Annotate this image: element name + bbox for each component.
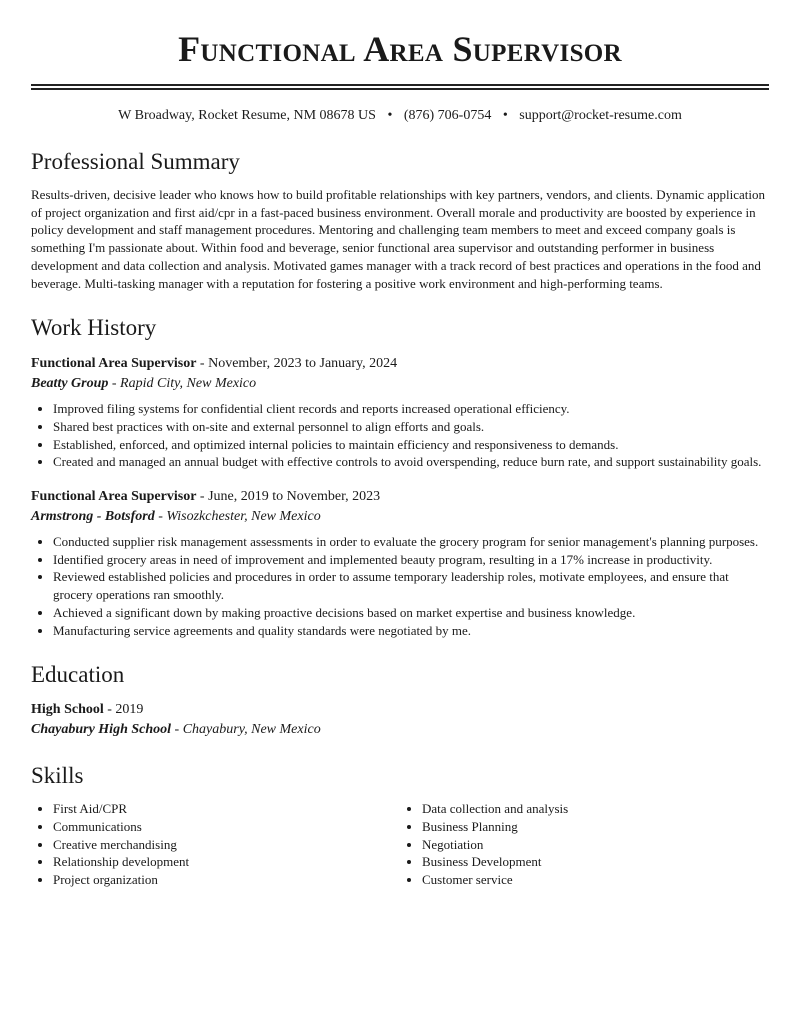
school-name: Chayabury High School: [31, 722, 172, 738]
education-heading: Education: [31, 662, 125, 688]
skill-item: • Customer service: [422, 871, 769, 889]
summary-text: Results-driven, decisive leader who knows how to build profitable relationships with key partners, vendors, and clients. Dynamic application of project organization and first aid/cpr in a fast-paced business environment. Overall morale and productivity are boosted by experience in policy development and staff management procedures. Mentoring and challenging team members to meet and exceed company goals is something I'm passionate about. Within food and beverage, senior functional area supervisor and outstanding performer in business development and data collection and analysis. Motivated games manager with a track record of best practices and operations in the food and beverage. Multi-tasking manager with a reputation for fostering a positive work environment and high-performing teams.: [31, 187, 765, 291]
job-bullet: • Reviewed established policies and procedures in order to assume temporary leadership roles, motivate employees, and ensure that grocery operations ran smoothly.: [53, 568, 769, 603]
skill-item: • Business Development: [422, 853, 769, 871]
job-bullet: • Manufacturing service agreements and quality standards were negotiated by me.: [53, 622, 769, 640]
contact-phone: (876) 706-0754: [403, 108, 492, 123]
contact-email[interactable]: support@rocket-resume.com: [519, 108, 682, 123]
contact-separator: •: [502, 108, 508, 123]
skill-item: • Relationship development: [53, 853, 400, 871]
contact-line: [31, 106, 769, 126]
job-title-line: [31, 354, 769, 374]
contact-separator: •: [387, 108, 393, 123]
job-role: Functional Area Supervisor: [31, 356, 197, 372]
summary-heading: Professional Summary: [31, 149, 240, 174]
skill-item: • Data collection and analysis: [422, 800, 769, 818]
job-bullet: • Achieved a significant down by making proactive decisions based on market expertise and business knowledge.: [53, 604, 769, 622]
job-bullets: [31, 400, 769, 471]
job-dates: - November, 2023 to January, 2024: [196, 356, 398, 372]
job-bullet: • Shared best practices with on-site and external personnel to align efforts and goals.: [53, 418, 769, 436]
skills-right-column: [400, 800, 769, 889]
skills-columns: [31, 800, 769, 889]
job-role: Functional Area Supervisor: [31, 489, 197, 505]
job-title-line: [31, 487, 769, 507]
skill-item: • Business Planning: [422, 818, 769, 836]
school-line: [31, 720, 769, 740]
skill-item: • First Aid/CPR: [53, 800, 400, 818]
education-year: - 2019: [103, 702, 144, 718]
school-location: - Chayabury, New Mexico: [171, 722, 321, 738]
contact-address: W Broadway, Rocket Resume, NM 08678 US: [118, 108, 376, 123]
job-bullet: • Created and managed an annual budget with effective controls to avoid overspending, reduce burn rate, and support sustainability goals.: [53, 453, 769, 471]
job-bullet: • Conducted supplier risk management assessments in order to evaluate the grocery program for senior management's planning purposes.: [53, 533, 769, 551]
company-name: Armstrong - Botsford: [31, 509, 155, 525]
company-line: [31, 507, 769, 527]
degree-line: [31, 700, 769, 720]
candidate-name: Functional Area Supervisor: [178, 29, 622, 69]
skill-item: • Communications: [53, 818, 400, 836]
degree: High School: [31, 702, 104, 718]
job-bullet: • Improved filing systems for confidential client records and reports increased operational efficiency.: [53, 400, 769, 418]
skill-item: • Creative merchandising: [53, 836, 400, 854]
job-entry: [31, 354, 769, 471]
resume-page: [31, 0, 769, 889]
education-entry: [31, 700, 769, 740]
job-entry: [31, 487, 769, 639]
company-line: [31, 374, 769, 394]
header-divider: [31, 84, 769, 90]
skill-item: • Negotiation: [422, 836, 769, 854]
job-bullet: • Identified grocery areas in need of improvement and implemented beauty program, resulting in a 17% increase in productivity.: [53, 551, 769, 569]
job-bullet: • Established, enforced, and optimized internal policies to maintain efficiency and responsiveness to demands.: [53, 436, 769, 454]
company-location: - Wisozkchester, New Mexico: [154, 509, 321, 525]
skills-left-column: [31, 800, 400, 889]
company-location: - Rapid City, New Mexico: [108, 376, 257, 392]
job-dates: - June, 2019 to November, 2023: [196, 489, 381, 505]
skills-heading: Skills: [31, 763, 84, 789]
skill-item: • Project organization: [53, 871, 400, 889]
work-history-heading: Work History: [31, 315, 157, 341]
company-name: Beatty Group: [31, 376, 109, 392]
job-bullets: [31, 533, 769, 639]
